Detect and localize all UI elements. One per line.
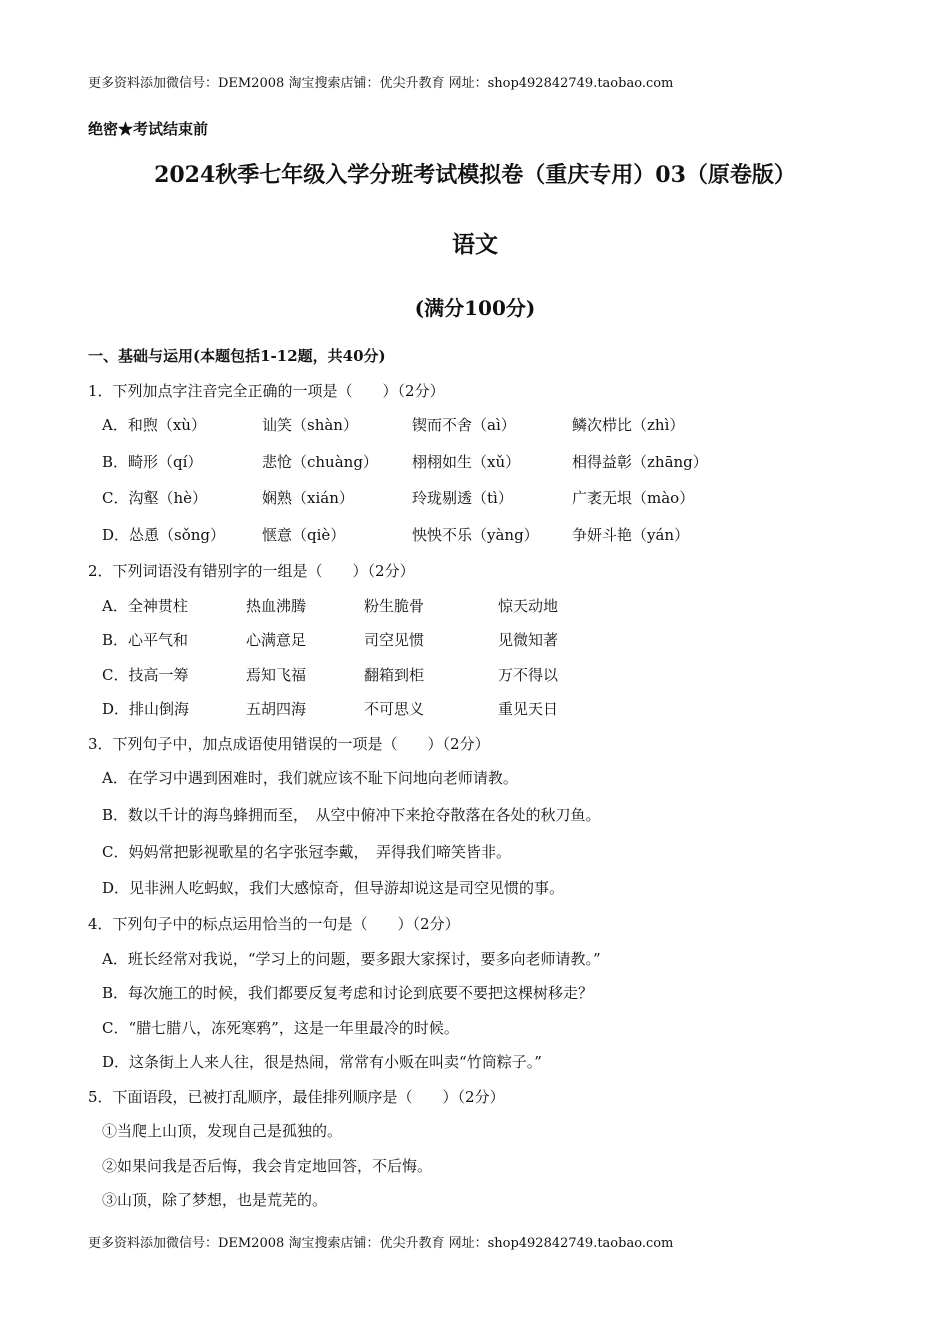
option-word: 娴熟（xián） xyxy=(262,489,354,507)
option-word: 锲而不舍（aì） xyxy=(412,416,516,434)
option-word: 心满意足 xyxy=(246,631,307,649)
question-5-item-3: ③山顶，除了梦想，也是荒芜的。 xyxy=(102,1191,328,1209)
option-word: 怏怏不乐（yàng） xyxy=(412,526,539,544)
option-word: 广袤无垠（mào） xyxy=(572,489,695,507)
option-word: 粉生脆骨 xyxy=(364,597,425,615)
page-footer: 更多资料添加微信号：DEM2008 淘宝搜索店铺：优尖升教育 网址：shop492842749.taobao.com xyxy=(88,1236,674,1251)
question-3-option-d: D．见非洲人吃蚂蚁，我们大感惊奇，但导游却说这是司空见惯的事。 xyxy=(102,879,565,897)
question-3-option-a: A．在学习中遇到困难时，我们就应该不耻下问地向老师请教。 xyxy=(102,769,518,787)
option-word: 司空见惯 xyxy=(364,631,425,649)
question-3-option-c: C．妈妈常把影视歌星的名字张冠李戴， 弄得我们啼笑皆非。 xyxy=(102,843,511,861)
question-4-stem: 4．下列句子中的标点运用恰当的一句是（ ）（2分） xyxy=(88,915,460,933)
confidential-label: 绝密★考试结束前 xyxy=(88,120,209,138)
option-word: 讪笑（shàn） xyxy=(262,416,358,434)
option-word: 悲怆（chuàng） xyxy=(262,453,378,471)
page-header: 更多资料添加微信号：DEM2008 淘宝搜索店铺：优尖升教育 网址：shop492842749.taobao.com xyxy=(88,76,674,91)
option-word: 相得益彰（zhāng） xyxy=(572,453,708,471)
option-word: 不可思义 xyxy=(364,700,425,718)
question-1-stem: 1．下列加点字注音完全正确的一项是（ ）（2分） xyxy=(88,382,445,400)
option-word: B．畸形（qí） xyxy=(102,453,203,471)
option-word: 重见天日 xyxy=(498,700,559,718)
option-word: 玲珑剔透（tì） xyxy=(412,489,513,507)
question-2-stem: 2．下列词语没有错别字的一组是（ ）（2分） xyxy=(88,562,415,580)
question-5-stem: 5．下面语段，已被打乱顺序，最佳排列顺序是（ ）（2分） xyxy=(88,1088,505,1106)
option-word: 栩栩如生（xǔ） xyxy=(412,453,521,471)
option-word: D．排山倒海 xyxy=(102,700,190,718)
option-word: 热血沸腾 xyxy=(246,597,307,615)
option-word: 见微知著 xyxy=(498,631,559,649)
option-word: 翻箱到柜 xyxy=(364,666,425,684)
section-heading: 一、基础与运用(本题包括1-12题，共40分) xyxy=(88,347,386,365)
full-score: (满分100分) xyxy=(414,296,536,320)
question-5-item-2: ②如果问我是否后悔，我会肯定地回答，不后悔。 xyxy=(102,1157,433,1175)
option-word: 五胡四海 xyxy=(246,700,307,718)
option-word: 惬意（qiè） xyxy=(262,526,346,544)
option-word: 焉知飞福 xyxy=(246,666,307,684)
option-word: B．心平气和 xyxy=(102,631,189,649)
question-3-stem: 3．下列句子中，加点成语使用错误的一项是（ ）（2分） xyxy=(88,735,490,753)
question-4-option-c: C．“腊七腊八，冻死寒鸦”，这是一年里最冷的时候。 xyxy=(102,1019,459,1037)
question-4-option-d: D．这条街上人来人往，很是热闹，常常有小贩在叫卖“竹筒粽子。” xyxy=(102,1053,542,1071)
option-word: 惊天动地 xyxy=(498,597,559,615)
question-4-option-a: A．班长经常对我说，“学习上的问题，要多跟大家探讨，要多向老师请教。” xyxy=(102,950,601,968)
option-word: 争妍斗艳（yán） xyxy=(572,526,690,544)
option-word: A．和煦（xù） xyxy=(102,416,206,434)
question-5-item-1: ①当爬上山顶，发现自己是孤独的。 xyxy=(102,1122,343,1140)
option-word: D．怂恿（sǒng） xyxy=(102,526,226,544)
option-word: C．沟壑（hè） xyxy=(102,489,208,507)
option-word: A．全神贯柱 xyxy=(102,597,188,615)
option-word: C．技高一筹 xyxy=(102,666,189,684)
question-4-option-b: B．每次施工的时候，我们都要反复考虑和讨论到底要不要把这棵树移走？ xyxy=(102,984,594,1002)
subject-title: 语文 xyxy=(452,231,498,258)
option-word: 万不得以 xyxy=(498,666,559,684)
question-3-option-b: B．数以千计的海鸟蜂拥而至， 从空中俯冲下来抢夺散落在各处的秋刀鱼。 xyxy=(102,806,601,824)
exam-title: 2024秋季七年级入学分班考试模拟卷（重庆专用）03（原卷版） xyxy=(154,162,796,188)
option-word: 鳞次栉比（zhì） xyxy=(572,416,685,434)
